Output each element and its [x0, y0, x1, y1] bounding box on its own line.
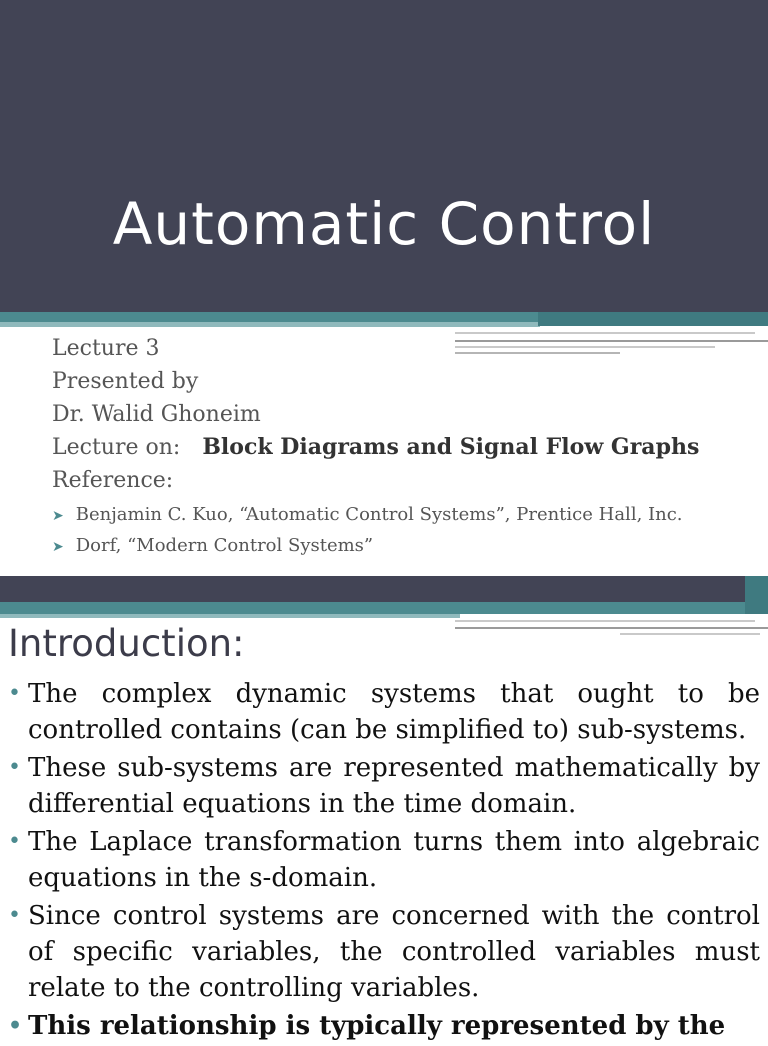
decorative-rule [620, 633, 760, 635]
lecture-number: Lecture 3 [52, 336, 160, 361]
bullet-dot-icon: • [8, 903, 21, 928]
bullet-item: • The complex dynamic systems that ought to be controlled contains (can be simplified to) sub-systems. [8, 676, 760, 748]
arrow-bullet-icon: ➤ [52, 539, 64, 555]
presented-by-label: Presented by [52, 369, 199, 394]
lecture-on-label: Lecture on: [52, 435, 181, 460]
accent-band-light [0, 614, 460, 618]
decorative-rule [455, 620, 755, 622]
bullet-dot-icon: • [8, 681, 21, 706]
bullet-dot-icon: • [8, 829, 21, 854]
section-title: Introduction: [8, 622, 245, 665]
accent-band-dark [745, 576, 768, 614]
lecture-info [52, 332, 699, 497]
title-slide-header [0, 0, 768, 312]
bullet-item: • Since control systems are concerned with the control of specific variables, the controlled variables must relate to the controlling variables. [8, 898, 760, 1006]
reference-item: ➤ Dorf, “Modern Control Systems” [52, 535, 374, 556]
reference-label: Reference: [52, 468, 174, 493]
bullet-dot-icon: • [8, 755, 21, 780]
decorative-rule [455, 627, 768, 629]
arrow-bullet-icon: ➤ [52, 508, 64, 524]
bullet-item: • The Laplace transformation turns them into algebraic equations in the s-domain. [8, 824, 760, 896]
slide-title: Automatic Control [112, 190, 656, 258]
lecture-on-row [52, 431, 699, 464]
bullet-dot-icon: • [8, 1013, 23, 1039]
accent-band-dark [538, 312, 768, 326]
reference-item: ➤ Benjamin C. Kuo, “Automatic Control Systems”, Prentice Hall, Inc. [52, 504, 683, 525]
bullet-item: • This relationship is typically represented by the [8, 1008, 760, 1044]
accent-band-light [0, 322, 540, 327]
reference-list [52, 500, 683, 562]
content-slide-header [0, 576, 768, 602]
accent-band [0, 602, 768, 614]
bullet-item: • These sub-systems are represented mathematically by differential equations in the time domain. [8, 750, 760, 822]
slide-gap [0, 560, 768, 576]
lecture-subject: Block Diagrams and Signal Flow Graphs [202, 434, 700, 460]
bullet-list [8, 676, 760, 1046]
presenter-name: Dr. Walid Ghoneim [52, 402, 261, 427]
